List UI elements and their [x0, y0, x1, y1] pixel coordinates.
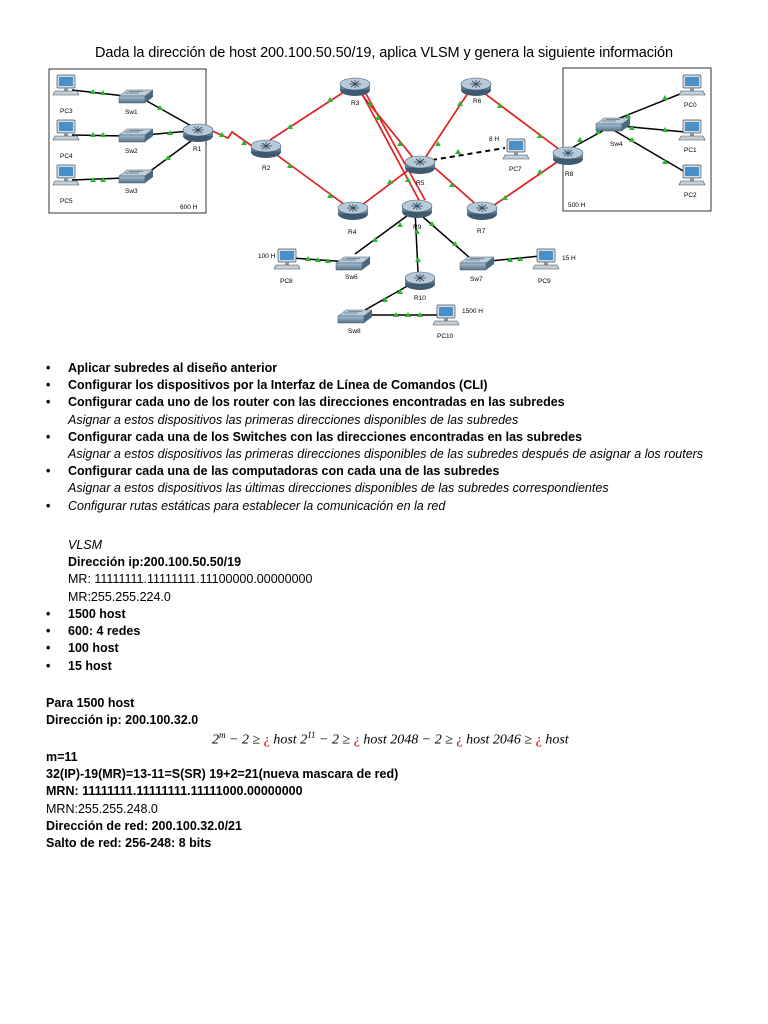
r9-icon: [402, 200, 432, 218]
task-note: Asignar a estos dispositivos las primeras direcciones disponibles de las subredes después de asignar a los routers: [68, 447, 704, 462]
label-pc3: PC3: [60, 108, 73, 115]
r5-icon: [405, 156, 435, 174]
sw3-icon: [119, 170, 153, 183]
label-pc4: PC4: [60, 153, 73, 160]
task-item: • Configurar cada una de las computadoras con cada una de las subredes Asignar a estos dispositivos las últimas direcciones disponibles de las subredes correspondientes: [46, 463, 703, 497]
label-pc0: PC0: [684, 102, 697, 109]
task-item: • Configurar cada una de los Switches con las direcciones encontradas en las subredes Asignar a estos dispositivos las primeras direcciones disponibles de las subredes después de asignar a los routers: [46, 429, 703, 463]
host-label-right-lan: 500 H: [568, 202, 586, 209]
calc-line: m=11: [46, 750, 78, 764]
calc-line: 32(IP)-19(MR)=13-11=S(SR) 19+2=21(nueva mascara de red): [46, 767, 399, 782]
vlsm-ip: Dirección ip:200.100.50.50/19: [68, 555, 242, 570]
r4-icon: [338, 202, 368, 220]
vlsm-section: [46, 537, 312, 606]
r7-icon: [467, 202, 497, 220]
calc-header: [46, 695, 198, 729]
host-list: [46, 606, 140, 675]
calc-lines: [46, 749, 398, 852]
label-r6: R6: [473, 98, 482, 105]
pc5-icon: [53, 165, 79, 185]
label-sw3: Sw3: [125, 188, 138, 195]
sw2-icon: [119, 129, 153, 142]
label-pc5: PC5: [60, 198, 73, 205]
label-r5: R5: [416, 180, 425, 187]
host-formula: 2$^m$ − 2 ≥ ¿ host $2^{11} - 2$ ≥ ¿ host 2048 − 2 ≥ ¿ host 2046 ≥ ¿ host: [212, 730, 569, 748]
label-r7: R7: [477, 228, 486, 235]
label-sw1: Sw1: [125, 109, 138, 116]
calc-line: MRN:255.255.248.0: [46, 801, 158, 816]
label-sw8: Sw8: [348, 328, 361, 335]
pc1-icon: [679, 120, 705, 140]
pc2-icon: [679, 165, 705, 185]
label-sw2: Sw2: [125, 148, 138, 155]
host-item: • 100 host: [46, 640, 140, 657]
vlsm-mr-dec: MR:255.255.224.0: [68, 589, 171, 604]
label-r8: R8: [565, 171, 574, 178]
network-topology-diagram: [0, 0, 768, 340]
label-pc2: PC2: [684, 192, 697, 199]
host-label-pc8: 100 H: [258, 253, 276, 260]
task-item: • Configurar rutas estáticas para establecer la comunicación en la red: [46, 498, 703, 515]
page-title: Dada la dirección de host 200.100.50.50/19, aplica VLSM y genera la siguiente información: [95, 45, 673, 61]
calc-line: Dirección de red: 200.100.32.0/21: [46, 818, 242, 833]
sw4-icon: [596, 118, 630, 131]
pc3-icon: [53, 75, 79, 95]
r6-icon: [461, 78, 491, 96]
label-pc10: PC10: [437, 333, 454, 340]
pc0-icon: [679, 75, 705, 95]
host-label-left-lan: 600 H: [180, 204, 198, 211]
label-r9: R9: [413, 224, 422, 231]
label-pc1: PC1: [684, 147, 697, 154]
task-note: Asignar a estos dispositivos las últimas direcciones disponibles de las subredes correspondientes: [68, 481, 609, 496]
host-item: • 1500 host: [46, 606, 140, 623]
label-pc7: PC7: [509, 166, 522, 173]
label-r2: R2: [262, 165, 271, 172]
host-item: • 15 host: [46, 658, 140, 675]
task-item: • Configurar los dispositivos por la Interfaz de Línea de Comandos (CLI): [46, 377, 703, 394]
pc4-icon: [53, 120, 79, 140]
vlsm-mr-bin: MR: 11111111.11111111.11100000.00000000: [68, 572, 313, 587]
label-r3: R3: [351, 100, 360, 107]
label-r4: R4: [348, 229, 357, 236]
sw7-icon: [460, 257, 494, 270]
r10-icon: [405, 272, 435, 290]
pc8-icon: [274, 249, 300, 269]
r1-icon: [183, 124, 213, 142]
r3-icon: [340, 78, 370, 96]
vlsm-heading: VLSM: [68, 538, 103, 552]
calc-ip: Dirección ip: 200.100.32.0: [46, 713, 199, 728]
task-list: [46, 360, 703, 515]
label-sw6: Sw6: [345, 274, 358, 281]
r8-icon: [553, 147, 583, 165]
label-pc8: PC8: [280, 278, 293, 285]
label-r10: R10: [414, 295, 426, 302]
calc-line: MRN: 11111111.11111111.11111000.00000000: [46, 784, 303, 799]
task-note: Asignar a estos dispositivos las primeras direcciones disponibles de las subredes: [68, 412, 519, 427]
label-sw7: Sw7: [470, 276, 483, 283]
sw8-icon: [338, 310, 372, 323]
host-label-pc10: 1500 H: [462, 308, 483, 315]
calc-heading: Para 1500 host: [46, 696, 135, 710]
task-item: • Aplicar subredes al diseño anterior: [46, 360, 703, 377]
task-item: • Configurar cada uno de los router con las direcciones encontradas en las subredes Asignar a estos dispositivos las primeras direcciones disponibles de las subredes: [46, 394, 703, 428]
host-label-pc9: 15 H: [562, 255, 576, 262]
sw6-icon: [336, 257, 370, 270]
label-r1: R1: [193, 146, 202, 153]
host-item: • 600: 4 redes: [46, 623, 140, 640]
r2-icon: [251, 140, 281, 158]
pc7-icon: [503, 139, 529, 159]
calc-line: Salto de red: 256-248: 8 bits: [46, 836, 212, 851]
label-sw4: Sw4: [610, 141, 623, 148]
pc10-icon: [433, 305, 459, 325]
label-pc9: PC9: [538, 278, 551, 285]
host-label-pc7: 8 H: [489, 136, 500, 143]
pc9-icon: [533, 249, 559, 269]
